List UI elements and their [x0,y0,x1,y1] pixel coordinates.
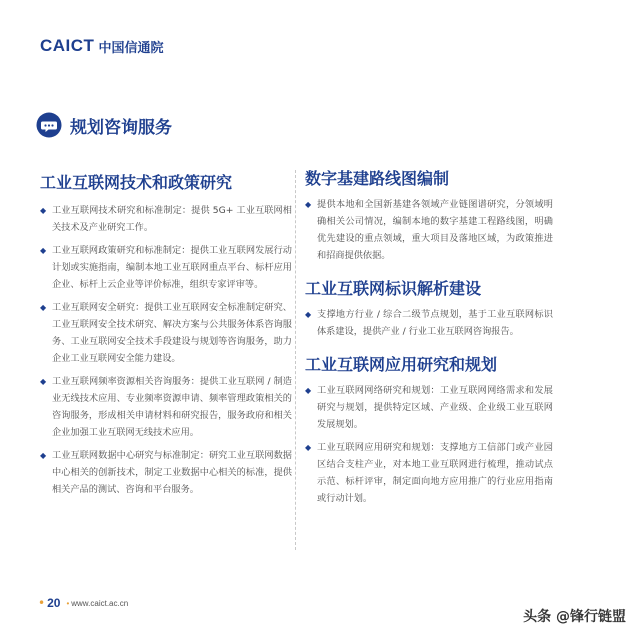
section-heading [36,112,172,138]
application-block [305,354,553,507]
logo [40,36,163,56]
list-item: ◆ 工业互联网安全研究：提供工业互联网安全标准制定研究、工业互联网安全技术研究、解决方案与公共服务体系咨询服务、工业互联网安全技术手段建设与规划等咨询服务，助力企业工业互联网安全能力建设。 [40,299,292,367]
right-column [305,168,553,521]
list-item: ◆ 工业互联网数据中心研究与标准制定：研究工业互联网数据中心相关的创新技术，制定工业数据中心相关的标准，提供相关产品的测试、咨询和平台服务。 [40,447,292,498]
list-item: ◆ 工业互联网频率资源相关咨询服务：提供工业互联网 / 制造业无线技术应用、专业频率资源申请、频率管理政策相关的咨询服务，形成相关申请材料和研究报告，服务政府和相关企业加强工业互联网无线技术应用。 [40,373,292,441]
page-number: 20 [47,596,61,610]
identifier-heading: 工业互联网标识解析建设 [305,279,482,298]
website-url-text: www.caict.ac.cn [71,598,129,608]
list-item: ◆ 工业互联网应用研究和规划：支撑地方工信部门或产业园区结合支柱产业，对本地工业互联网进行梳理，推动试点示范、标杆评审，制定面向地方应用推广的行业应用指南或行动计划。 [305,439,553,507]
list-item: ◆ 支撑地方行业 / 综合二级节点规划，基于工业互联网标识体系建设，提供产业 / 行业工业互联网咨询报告。 [305,306,553,340]
bullet-dot-icon: • [38,596,46,610]
list-item: ◆ 工业互联网政策研究和标准制定：提供工业互联网发展行动计划或实施指南，编制本地工业互联网重点平台、标杆应用企业、标杆上云企业等评价标准，组织专家评审等。 [40,242,292,293]
left-item-list [40,202,292,498]
left-column [40,168,292,504]
page-footer [38,596,128,610]
list-item: ◆ 工业互联网网络研究和规划：工业互联网网络需求和发展研究与规划，提供特定区域、产业级、企业级工业互联网发展规划。 [305,382,553,433]
list-item: ◆ 工业互联网技术研究和标准制定：提供 5G+ 工业互联网相关技术及产业研究工作。 [40,202,292,236]
roadmap-heading: 数字基建路线图编制 [305,169,450,188]
section-title: 规划咨询服务 [70,117,172,138]
left-heading: 工业互联网技术和政策研究 [40,173,233,192]
website-url[interactable]: • www.caict.ac.cn [66,598,129,608]
application-heading: 工业互联网应用研究和规划 [305,355,498,374]
identifier-block [305,278,553,340]
roadmap-block [305,168,553,264]
list-item: ◆ 提供本地和全国新基建各领域产业链图谱研究，分领域明确相关公司情况，编制本地的数字基建工程路线图，明确优先建设的重点领域，重大项目及落地区域，为政策推进和招商提供依据。 [305,196,553,264]
logo-caict-text: CAICT [40,36,95,55]
logo-chinese-text: 中国信通院 [98,40,164,56]
chat-bubble-icon [36,112,62,138]
column-divider [295,170,296,550]
watermark: 头条 @锋行链盟 [523,609,626,625]
